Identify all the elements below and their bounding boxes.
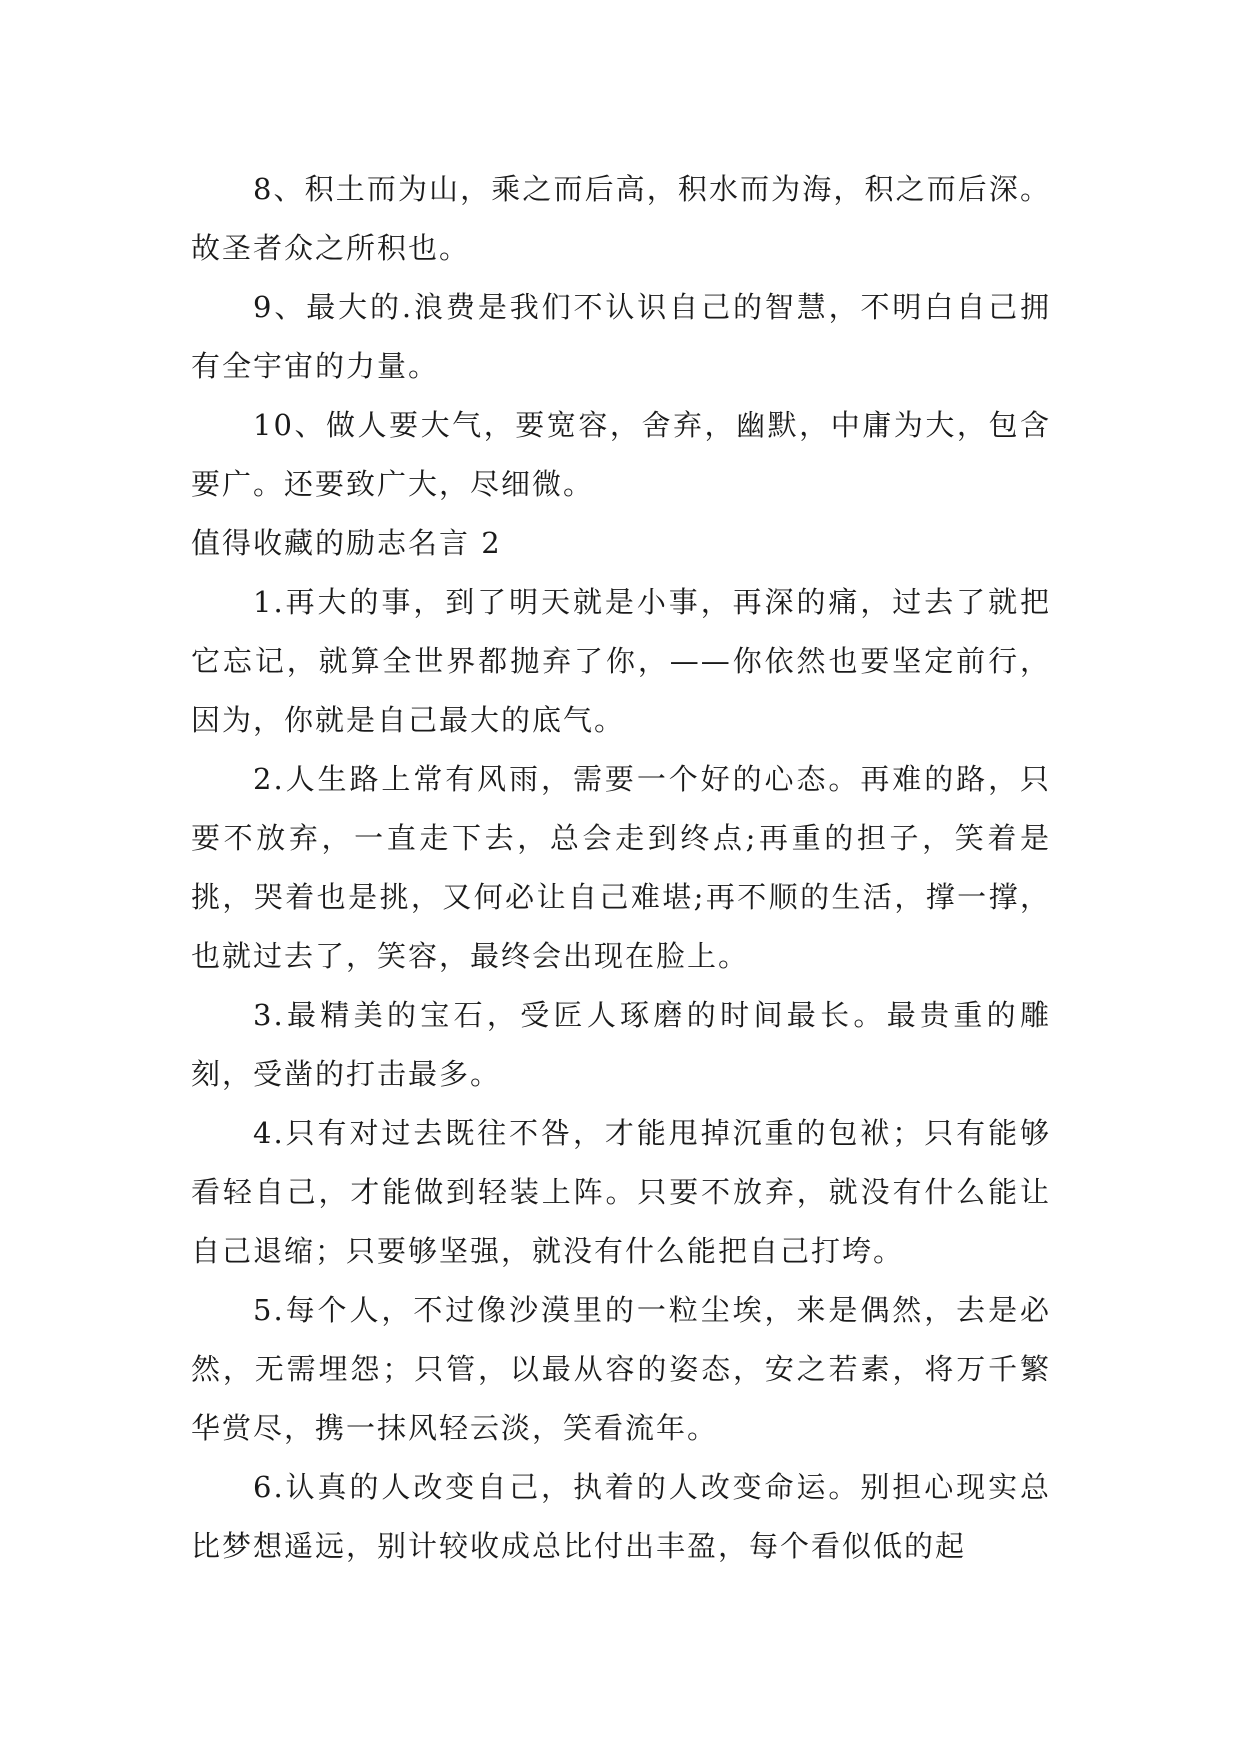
quote-1: 1.再大的事，到了明天就是小事，再深的痛，过去了就把它忘记，就算全世界都抛弃了你，——你依然也要坚定前行，因为，你就是自己最大的底气。	[191, 585, 1051, 737]
quote-4: 4.只有对过去既往不咎，才能甩掉沉重的包袱；只有能够看轻自己，才能做到轻装上阵。只要不放弃，就没有什么能让自己退缩；只要够坚强，就没有什么能把自己打垮。	[191, 1116, 1051, 1268]
quote-8: 8、积土而为山，乘之而后高，积水而为海，积之而后深。故圣者众之所积也。	[191, 172, 1051, 265]
document-body	[191, 160, 1051, 1576]
quote-10: 10、做人要大气，要宽容，舍弃，幽默，中庸为大，包含要广。还要致广大，尽细微。	[191, 408, 1051, 501]
quote-2: 2.人生路上常有风雨，需要一个好的心态。再难的路，只要不放弃，一直走下去，总会走到终点;再重的担子，笑着是挑，哭着也是挑，又何必让自己难堪;再不顺的生活，撑一撑，也就过去了，笑容，最终会出现在脸上。	[191, 762, 1051, 973]
section-heading: 值得收藏的励志名言 2	[191, 526, 502, 560]
quote-5: 5.每个人，不过像沙漠里的一粒尘埃，来是偶然，去是必然，无需埋怨；只管，以最从容的姿态，安之若素，将万千繁华赏尽，携一抹风轻云淡，笑看流年。	[191, 1293, 1051, 1445]
quote-9: 9、最大的.浪费是我们不认识自己的智慧，不明白自己拥有全宇宙的力量。	[191, 290, 1051, 383]
quote-3: 3.最精美的宝石，受匠人琢磨的时间最长。最贵重的雕刻，受凿的打击最多。	[191, 998, 1051, 1091]
quote-6: 6.认真的人改变自己，执着的人改变命运。别担心现实总比梦想遥远，别计较收成总比付出丰盈，每个看似低的起	[191, 1470, 1051, 1563]
